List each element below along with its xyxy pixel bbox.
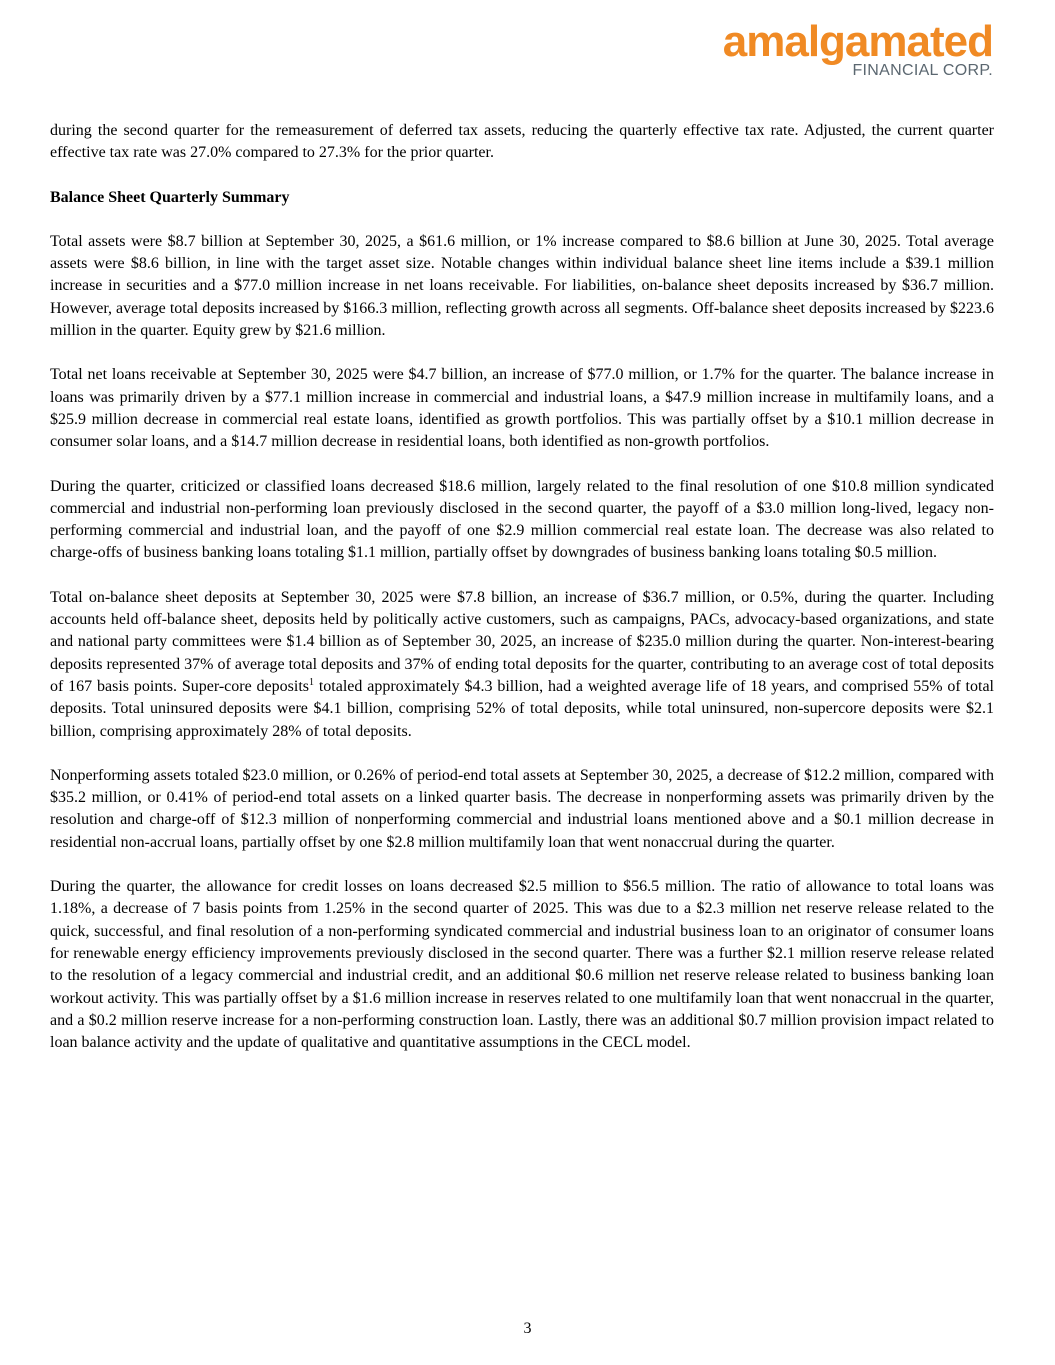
- deposits-text-part-2: totaled approximately $4.3 billion, had a weighted average life of 18 years, and comprised 55% of total deposits. Total uninsured deposits were $4.1 billion, comprising 52% of total deposits, while total uninsured, non-supercore deposits were $2.1 billion, comprising approximately 28% of total deposits.: [50, 677, 994, 740]
- paragraph-deposits: [50, 587, 994, 743]
- logo-subtitle: FINANCIAL CORP.: [852, 62, 993, 79]
- logo-wordmark: amalgamated: [722, 17, 993, 66]
- page-number: 3: [523, 1320, 532, 1337]
- paragraph-allowance: During the quarter, the allowance for credit losses on loans decreased $2.5 million to $56.5 million. The ratio of allowance to total loans was 1.18%, a decrease of 7 basis points from 1.25% in the second quarter of 2025. This was due to a $2.3 million net reserve release related to the quick, successful, and final resolution of a non-performing syndicated commercial and industrial business loan to an originator of consumer loans for renewable energy efficiency improvements previously disclosed in the second quarter. There was a further $2.1 million reserve release related to the resolution of a legacy commercial and industrial credit, and an additional $0.6 million net reserve release related to business banking loan workout activity. This was partially offset by a $1.6 million increase in reserves related to one multifamily loan that went nonaccrual in the quarter, and a $0.2 million reserve increase for a non-performing construction loan. Lastly, there was an additional $0.7 million provision impact related to loan balance activity and the update of qualitative and quantitative assumptions in the CECL model.: [50, 878, 994, 1052]
- paragraph-total-assets: Total assets were $8.7 billion at September 30, 2025, a $61.6 million, or 1% increase compared to $8.6 billion at June 30, 2025. Total average assets were $8.6 billion, in line with the target asset size. Notable changes within individual balance sheet line items include a $39.1 million increase in securities and a $77.0 million increase in net loans receivable. For liabilities, on-balance sheet deposits increased by $36.7 million. However, average total deposits increased by $166.3 million, reflecting growth across all segments. Off-balance sheet deposits increased by $223.6 million in the quarter. Equity grew by $21.6 million.: [50, 232, 994, 340]
- paragraph-net-loans: Total net loans receivable at September 30, 2025 were $4.7 billion, an increase of $77.0 million, or 1.7% for the quarter. The balance increase in loans was primarily driven by a $77.1 million increase in commercial and industrial loans, a $47.9 million increase in multifamily loans, and a $25.9 million decrease in commercial real estate loans, identified as growth portfolios. This was partially offset by a $10.1 million decrease in consumer solar loans, and a $14.7 million decrease in residential loans, both identified as non-growth portfolios.: [50, 366, 994, 451]
- paragraph-criticized-loans: During the quarter, criticized or classified loans decreased $18.6 million, largely related to the final resolution of one $10.8 million syndicated commercial and industrial non-performing loan previously disclosed in the second quarter, the payoff of a $3.0 million long-lived, legacy non-performing commercial and industrial loan, and the payoff of one $2.9 million commercial real estate loan. The decrease was also related to charge-offs of business banking loans totaling $1.1 million, partially offset by downgrades of business banking loans totaling $0.5 million.: [50, 477, 994, 562]
- document-body: [50, 120, 994, 1076]
- footnote-marker: 1: [309, 676, 314, 688]
- deposits-text-part-1: Total on-balance sheet deposits at September 30, 2025 were $7.8 billion, an increase of $36.7 million, or 0.5%, during the quarter. Including accounts held off-balance sheet, deposits held by politically active customers, such as campaigns, PACs, advocacy-based organizations, and state and national party committees were $1.4 billion as of September 30, 2025, an increase of $235.0 million during the quarter. Non-interest-bearing deposits represented 37% of average total deposits and 37% of ending total deposits for the quarter, contributing to an average cost of total deposits of 167 basis points. Super-core deposits: [50, 588, 994, 695]
- section-heading: Balance Sheet Quarterly Summary: [50, 188, 290, 206]
- paragraph-nonperforming-assets: Nonperforming assets totaled $23.0 million, or 0.26% of period-end total assets at September 30, 2025, a decrease of $12.2 million, compared with $35.2 million, or 0.41% of period-end total assets on a linked quarter basis. The decrease in nonperforming assets was primarily driven by the resolution and charge-off of $12.3 million of nonperforming commercial and industrial loans mentioned above and a $0.1 million decrease in residential non-accrual loans, partially offset by one $2.8 million multifamily loan that went nonaccrual during the quarter.: [50, 766, 994, 851]
- intro-paragraph: during the second quarter for the remeasurement of deferred tax assets, reducing the quarterly effective tax rate. Adjusted, the current quarter effective tax rate was 27.0% compared to 27.3% for the prior quarter.: [50, 122, 994, 162]
- company-logo: [703, 17, 993, 79]
